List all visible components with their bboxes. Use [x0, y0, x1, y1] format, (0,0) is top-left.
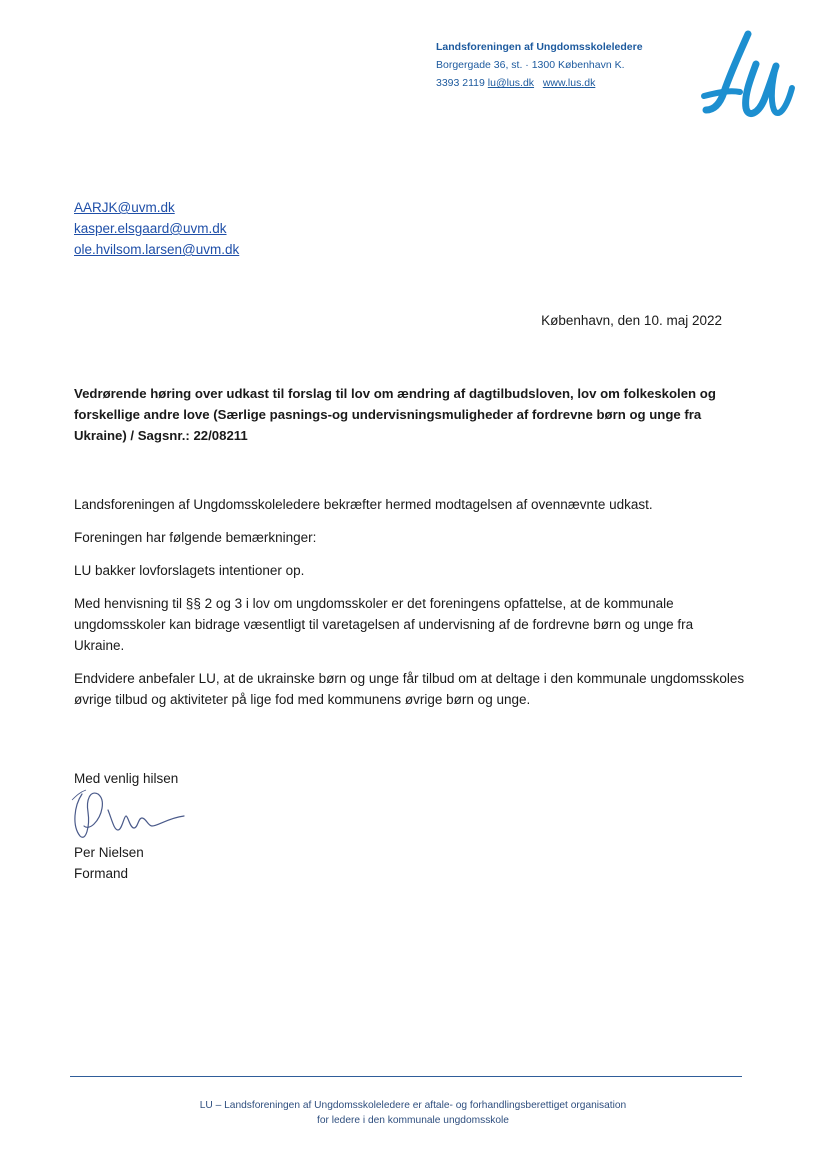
recipient-email-link[interactable]: kasper.elsgaard@uvm.dk — [74, 221, 227, 236]
subject-heading: Vedrørende høring over udkast til forslag til lov om ændring af dagtilbudsloven, lov om folkeskolen og forskellige andre love (Særlige pasnings-og undervisningsmuligheder af fordrevne børn og unge fra Ukraine) / Sagsnr.: 22/08211 — [74, 386, 716, 443]
footer-divider — [70, 1076, 742, 1077]
body-paragraph: LU bakker lovforslagets intentioner op. — [74, 563, 305, 578]
handwritten-signature — [64, 786, 194, 846]
body-paragraph: Endvidere anbefaler LU, at de ukrainske børn og unge får tilbud om at deltage i den kommunale ungdomsskoles øvrige tilbud og aktiviteter på lige fod med kommunens øvrige børn og unge. — [74, 671, 745, 707]
lu-logo — [700, 30, 800, 128]
organization-phone: 3393 2119 — [436, 77, 485, 89]
body-paragraph: Landsforeningen af Ungdomsskoleledere bekræfter hermed modtagelsen af ovennævnte udkast. — [74, 497, 653, 512]
closing-greeting: Med venlig hilsen — [74, 771, 179, 786]
footer — [0, 1098, 826, 1128]
signer-title: Formand — [74, 866, 129, 881]
recipient-email-link[interactable]: ole.hvilsom.larsen@uvm.dk — [74, 242, 240, 257]
organization-address: Borgergade 36, st. · 1300 København K. — [436, 59, 625, 71]
signer-name: Per Nielsen — [74, 845, 144, 860]
letter-body — [74, 494, 746, 722]
signer-block — [74, 842, 144, 884]
date-line: København, den 10. maj 2022 — [541, 313, 722, 328]
body-paragraph: Foreningen har følgende bemærkninger: — [74, 530, 317, 545]
recipient-email-link[interactable]: AARJK@uvm.dk — [74, 200, 175, 215]
organization-contact-line — [436, 74, 643, 92]
organization-email-link[interactable]: lu@lus.dk — [487, 77, 535, 89]
recipient-list — [74, 197, 239, 260]
letterhead-contact — [436, 38, 643, 92]
organization-name: Landsforeningen af Ungdomsskoleledere — [436, 41, 643, 53]
organization-website-link[interactable]: www.lus.dk — [542, 77, 596, 89]
footer-line: LU – Landsforeningen af Ungdomsskoleledere er aftale- og forhandlingsberettiget organisation — [199, 1100, 627, 1111]
footer-line: for ledere i den kommunale ungdomsskole — [317, 1115, 509, 1126]
body-paragraph: Med henvisning til §§ 2 og 3 i lov om ungdomsskoler er det foreningens opfattelse, at de kommunale ungdomsskoler kan bidrage væsentligt til varetagelsen af undervisning af de fordrevne børn og unge fra Ukraine. — [74, 596, 694, 653]
